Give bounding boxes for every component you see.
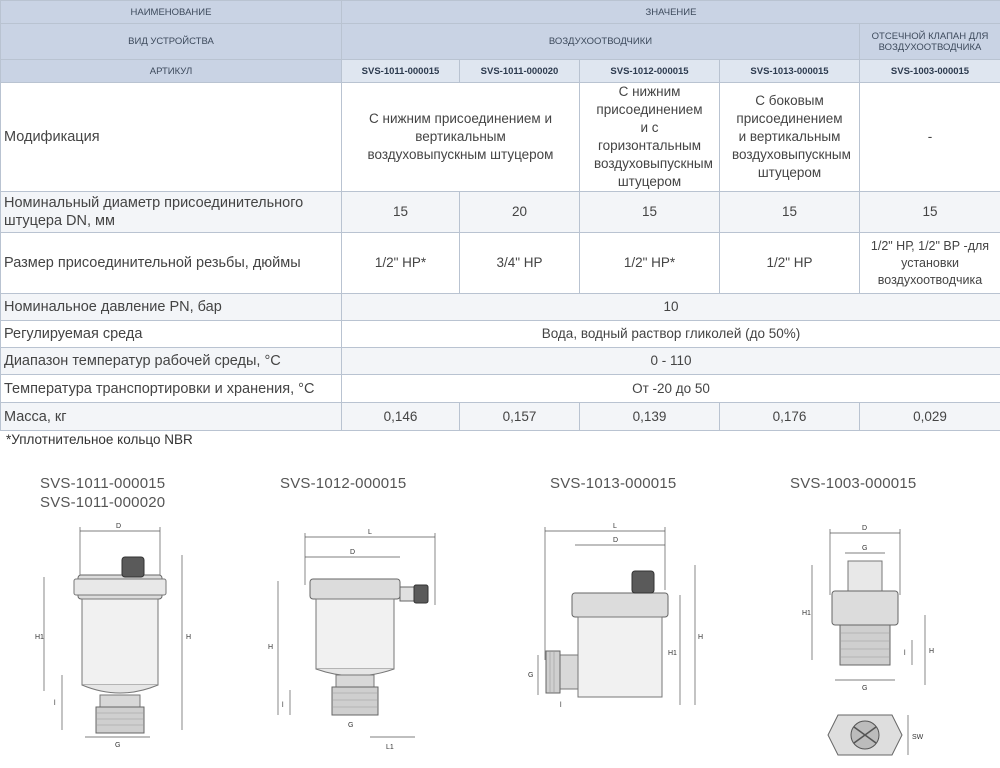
cell-dn-4: 15 bbox=[720, 192, 860, 233]
cell-modification-1: С нижним присоединением и вертикальным воздуховыпускным штуцером bbox=[342, 83, 580, 192]
row-label-pn: Номинальное давление PN, бар bbox=[1, 294, 342, 321]
cell-thread-1: 1/2" НР* bbox=[342, 233, 460, 294]
dim-h1-4: H1 bbox=[802, 610, 811, 617]
article-2: SVS-1011-000020 bbox=[460, 60, 580, 83]
dim-l-3: L bbox=[613, 523, 617, 530]
article-1: SVS-1011-000015 bbox=[342, 60, 460, 83]
drawing-svs-1013 bbox=[520, 515, 750, 765]
cell-thread-2: 3/4" НР bbox=[460, 233, 580, 294]
header-name: НАИМЕНОВАНИЕ bbox=[1, 1, 342, 24]
row-label-transport-temp: Температура транспортировки и хранения, °С bbox=[1, 375, 342, 403]
row-label-medium: Регулируемая среда bbox=[1, 321, 342, 348]
dim-l-upper: L bbox=[368, 529, 372, 536]
dim-h1-3: H1 bbox=[668, 650, 677, 657]
cell-transport-temp: От -20 до 50 bbox=[342, 375, 1000, 403]
dim-d-3: D bbox=[613, 537, 619, 544]
cell-mass-5: 0,029 bbox=[860, 403, 1000, 431]
article-5: SVS-1003-000015 bbox=[860, 60, 1000, 83]
drawing-svs-1011 bbox=[30, 515, 200, 765]
row-label-temp-range: Диапазон температур рабочей среды, °С bbox=[1, 348, 342, 375]
dim-h-2: H bbox=[268, 644, 274, 651]
dim-g-4b: G bbox=[862, 685, 868, 692]
dim-h1: H1 bbox=[35, 634, 44, 641]
dim-l: l bbox=[54, 700, 56, 707]
drawing-title-2: SVS-1012-000015 bbox=[280, 475, 407, 492]
article-4: SVS-1013-000015 bbox=[720, 60, 860, 83]
header-value: ЗНАЧЕНИЕ bbox=[342, 1, 1000, 24]
article-3: SVS-1012-000015 bbox=[580, 60, 720, 83]
dim-g-4a: G bbox=[862, 545, 868, 552]
drawing-title-1a: SVS-1011-000015 bbox=[40, 475, 166, 492]
drawing-title-3: SVS-1013-000015 bbox=[550, 475, 677, 492]
row-label-mass: Масса, кг bbox=[1, 403, 342, 431]
cell-mass-1: 0,146 bbox=[342, 403, 460, 431]
dim-g-2: G bbox=[348, 722, 354, 729]
row-label-modification: Модификация bbox=[1, 83, 342, 192]
cell-dn-1: 15 bbox=[342, 192, 460, 233]
drawing-title-1b: SVS-1011-000020 bbox=[40, 494, 166, 511]
drawing-svs-1003 bbox=[790, 515, 950, 765]
header-shutoff-valve: ОТСЕЧНОЙ КЛАПАН ДЛЯ ВОЗДУХООТВОДЧИКА bbox=[860, 24, 1000, 60]
cell-thread-3: 1/2" НР* bbox=[580, 233, 720, 294]
cell-dn-5: 15 bbox=[860, 192, 1000, 233]
cell-mass-3: 0,139 bbox=[580, 403, 720, 431]
header-air-vents: ВОЗДУХООТВОДЧИКИ bbox=[342, 24, 860, 60]
header-article: АРТИКУЛ bbox=[1, 60, 342, 83]
dim-l1: L1 bbox=[386, 744, 394, 751]
dim-h: H bbox=[186, 634, 192, 641]
cell-modification-3: С нижним присоединением и с горизонтальным воздуховыпускным штуцером bbox=[580, 83, 720, 192]
dim-d-4: D bbox=[862, 525, 868, 532]
cell-thread-5: 1/2" НР, 1/2" ВР -для установки воздухоотводчика bbox=[860, 233, 1000, 294]
row-label-thread: Размер присоединительной резьбы, дюймы bbox=[1, 233, 342, 294]
drawing-title-4: SVS-1003-000015 bbox=[790, 475, 917, 492]
dim-d: D bbox=[116, 523, 122, 530]
cell-temp-range: 0 - 110 bbox=[342, 348, 1000, 375]
cell-pn: 10 bbox=[342, 294, 1000, 321]
dim-l-3b: l bbox=[560, 702, 562, 709]
cell-modification-4: С боковым присоединением и вертикальным воздуховыпускным штуцером bbox=[720, 83, 860, 192]
cell-thread-4: 1/2" НР bbox=[720, 233, 860, 294]
dim-sw: SW bbox=[912, 734, 924, 741]
cell-medium: Вода, водный раствор гликолей (до 50%) bbox=[342, 321, 1000, 348]
drawing-svs-1012 bbox=[260, 515, 470, 765]
header-device-type: ВИД УСТРОЙСТВА bbox=[1, 24, 342, 60]
cell-dn-3: 15 bbox=[580, 192, 720, 233]
cell-dn-2: 20 bbox=[460, 192, 580, 233]
dim-h-3: H bbox=[698, 634, 704, 641]
dim-h-4: H bbox=[929, 648, 935, 655]
cell-mass-2: 0,157 bbox=[460, 403, 580, 431]
dim-l-4: l bbox=[904, 650, 906, 657]
footnote: *Уплотнительное кольцо NBR bbox=[6, 432, 193, 447]
cell-modification-5: - bbox=[860, 83, 1000, 192]
dim-d-2: D bbox=[350, 549, 356, 556]
dim-g: G bbox=[115, 742, 121, 749]
cell-mass-4: 0,176 bbox=[720, 403, 860, 431]
row-label-dn: Номинальный диаметр присоединительного штуцера DN, мм bbox=[1, 192, 342, 233]
dim-l-2: l bbox=[282, 702, 284, 709]
dim-g-3: G bbox=[528, 672, 534, 679]
